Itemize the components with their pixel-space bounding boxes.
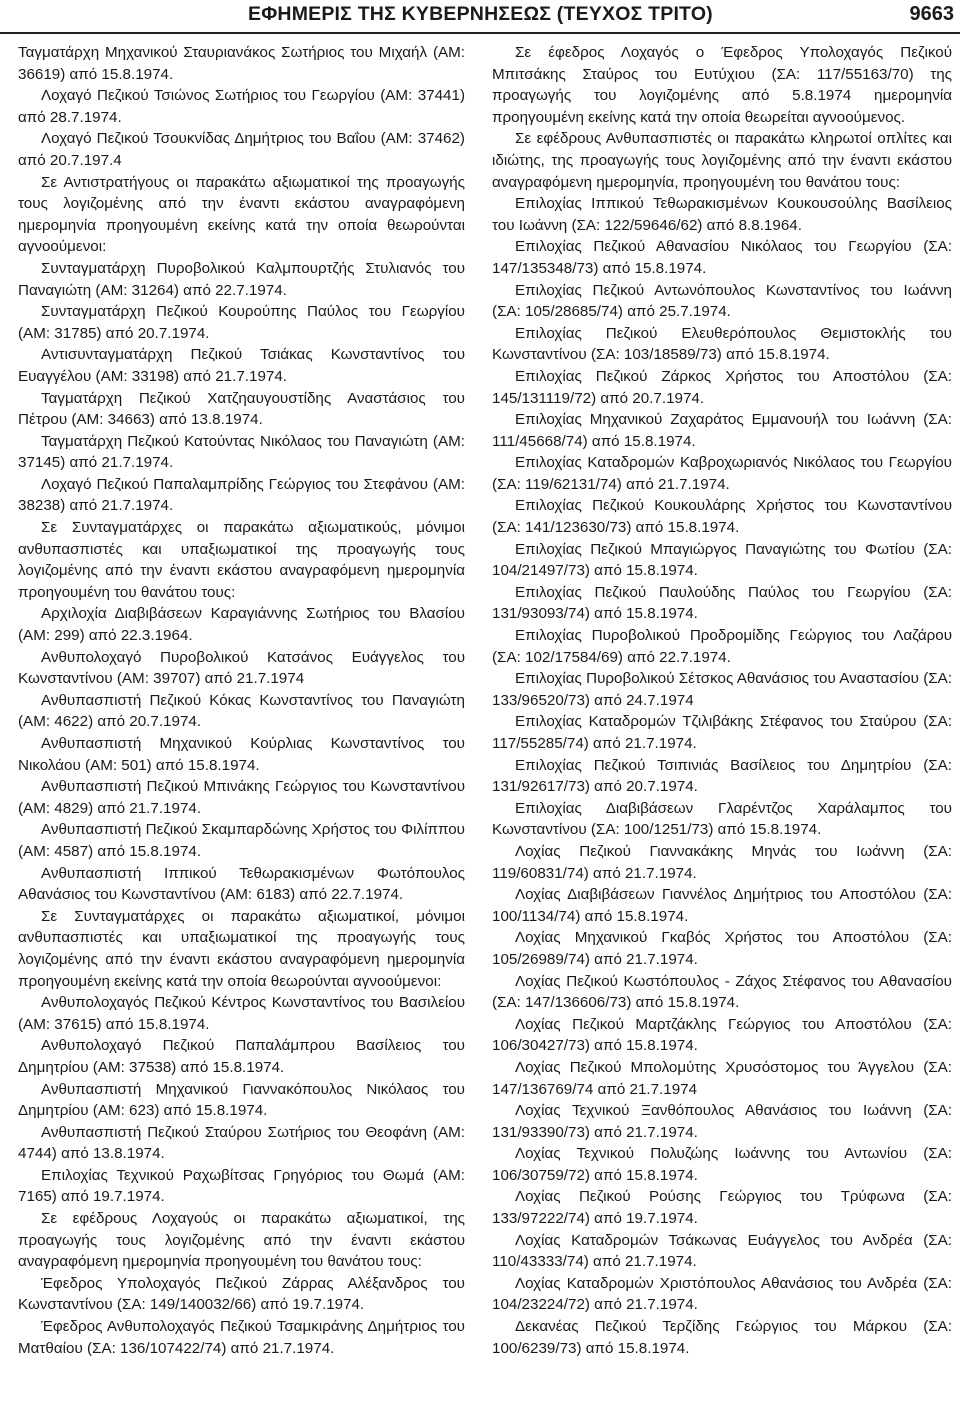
paragraph: Επιλοχίας Πυροβολικού Σέτσκος Αθανάσιος του Αναστασίου (ΣΑ: 133/96520/73) από 24.7.1974 bbox=[492, 670, 952, 709]
paragraph: Λοχίας Καταδρομών Τσάκωνας Ευάγγελος του Ανδρέα (ΣΑ: 110/43333/74) από 21.7.1974. bbox=[492, 1231, 952, 1271]
paragraph: Επιλοχίας Μηχανικού Ζαχαράτος Εμμανουήλ του Ιωάννη (ΣΑ: 111/45668/74) από 15.8.1974. bbox=[492, 411, 952, 450]
paragraph: Επιλοχίας Πεζικού Παυλούδης Παύλος του Γεωργίου (ΣΑ: 131/93093/74) από 15.8.1974. bbox=[492, 583, 952, 623]
paragraph: Συνταγματάρχη Πυροβολικού Καλμπουρτζής Στυλιανός του Παναγιώτη (ΑΜ: 31264) από 22.7.1974. bbox=[18, 259, 465, 299]
paragraph: Επιλοχίας Πεζικού Αντωνόπουλος Κωνσταντίνος του Ιωάννη (ΣΑ: 105/28685/74) από 25.7.1974. bbox=[492, 281, 952, 321]
page-number: 9663 bbox=[909, 3, 954, 25]
paragraph: Ανθυπασπιστή Μηχανικού Γιαννακόπουλος Νικόλαος του Δημητρίου (ΑΜ: 623) από 15.8.1974. bbox=[18, 1080, 465, 1120]
page-header bbox=[0, 0, 960, 34]
paragraph: Ανθυπασπιστή Πεζικού Σταύρου Σωτήριος του Θεοφάνη (ΑΜ: 4744) από 13.8.1974. bbox=[18, 1123, 465, 1163]
left-column bbox=[18, 42, 465, 1420]
paragraph: Έφεδρος Ανθυπολοχαγός Πεζικού Τσαμκιράνης Δημήτριος του Ματθαίου (ΣΑ: 136/107422/74) από 21.7.1974. bbox=[18, 1318, 465, 1357]
paragraph: Ταγματάρχη Πεζικού Κατούντας Νικόλαος του Παναγιώτη (ΑΜ: 37145) από 21.7.1974. bbox=[18, 432, 465, 472]
paragraph: Επιλοχίας Τεχνικού Ραχωβίτσας Γρηγόριος του Θωμά (ΑΜ: 7165) από 19.7.1974. bbox=[18, 1166, 465, 1206]
paragraph: Σε Συνταγματάρχες οι παρακάτω αξιωματικοί, μόνιμοι ανθυπασπιστές και υπαξιωματικοί της προαγωγής τους λογιζομένης από την έναντι εκάστου αναγραφόμενη ημερομηνία προηγουμένη εκείνης κατά την οποία θεωρούνται αγνοούμενοι: bbox=[18, 907, 465, 990]
paragraph: Επιλοχίας Πεζικού Ζάρκος Χρήστος του Αποστόλου (ΣΑ: 145/131119/72) από 20.7.1974. bbox=[492, 367, 952, 407]
paragraph: Λοχίας Τεχνικού Ξανθόπουλος Αθανάσιος του Ιωάννη (ΣΑ: 131/93390/73) από 21.7.1974. bbox=[492, 1102, 952, 1141]
paragraph: Λοχίας Πεζικού Γιαννακάκης Μηνάς του Ιωάννη (ΣΑ: 119/60831/74) από 21.7.1974. bbox=[492, 842, 952, 882]
paragraph: Λοχίας Διαβιβάσεων Γιαννέλος Δημήτριος του Αποστόλου (ΣΑ: 100/1134/74) από 15.8.1974. bbox=[492, 886, 952, 925]
paragraph: Ανθυπασπιστή Ιππικού Τεθωρακισμένων Φωτόπουλος Αθανάσιος του Κωνσταντίνου (ΑΜ: 6183) από 22.7.1974. bbox=[18, 864, 465, 904]
paragraph: Λοχίας Μηχανικού Γκαβός Χρήστος του Αποστόλου (ΣΑ: 105/26989/74) από 21.7.1974. bbox=[492, 929, 952, 968]
paragraph: Σε εφέδρους Ανθυπασπιστές οι παρακάτω κληρωτοί οπλίτες και ιδιώτης, της προαγωγής τους λογιζομένης από την έναντι εκάστου αναγραφόμενη ημερομηνία, προηγουμένη του θανάτου τους: bbox=[492, 130, 952, 191]
paragraph: Επιλοχίας Πεζικού Κουκουλάρης Χρήστος του Κωνσταντίνου (ΣΑ: 141/123630/73) από 15.8.1974. bbox=[492, 497, 952, 537]
paragraph: Ανθυπασπιστή Μηχανικού Κούρλιας Κωνσταντίνος του Νικολάου (ΑΜ: 501) από 15.8.1974. bbox=[18, 735, 465, 774]
paragraph: Λοχαγό Πεζικού Παπαλαμπρίδης Γεώργιος του Στεφάνου (ΑΜ: 38238) από 21.7.1974. bbox=[18, 475, 465, 515]
paragraph: Σε εφέδρους Λοχαγούς οι παρακάτω αξιωματικοί, της προαγωγής τους λογιζομένης από την έναντι εκάστου αναγραφόμενη ημερομηνία προηγουμένη του θανάτου τους: bbox=[18, 1210, 465, 1271]
paragraph: Επιλοχίας Καταδρομών Καβροχωριανός Νικόλαος του Γεωργίου (ΣΑ: 119/62131/74) από 21.7.1974. bbox=[492, 454, 952, 493]
paragraph: Ταγματάρχη Μηχανικού Σταυριανάκος Σωτήριος του Μιχαήλ (ΑΜ: 36619) από 15.8.1974. bbox=[18, 44, 465, 83]
paragraph: Ανθυπολοχαγό Πυροβολικού Κατσάνος Ευάγγελος του Κωνσταντίνου (ΑΜ: 39707) από 21.7.1974 bbox=[18, 648, 465, 688]
paragraph: Επιλοχίας Πυροβολικού Προδρομίδης Γεώργιος του Λαζάρου (ΣΑ: 102/17584/69) από 22.7.1974. bbox=[492, 627, 952, 666]
paragraph: Σε Αντιστρατήγους οι παρακάτω αξιωματικοί της προαγωγής τους λογιζομένης από την έναντι εκάστου αναγραφόμενη ημερομηνία προηγουμένη εκείνης κατά την οποία θεωρούνται αγνοούμενοι: bbox=[18, 173, 465, 256]
paragraph: Ανθυπασπιστή Πεζικού Κόκας Κωνσταντίνος του Παναγιώτη (ΑΜ: 4622) από 20.7.1974. bbox=[18, 691, 465, 731]
paragraph: Επιλοχίας Πεζικού Ελευθερόπουλος Θεμιστοκλής του Κωνσταντίνου (ΣΑ: 103/18589/73) από 15.8.1974. bbox=[492, 324, 952, 364]
paragraph: Λοχίας Πεζικού Μπολομύτης Χρυσόστομος του Άγγελου (ΣΑ: 147/136769/74 από 21.7.1974 bbox=[492, 1058, 952, 1098]
paragraph: Ανθυπολοχαγός Πεζικού Κέντρος Κωνσταντίνος του Βασιλείου (ΑΜ: 37615) από 15.8.1974. bbox=[18, 994, 465, 1033]
paragraph: Λοχίας Καταδρομών Χριστόπουλος Αθανάσιος του Ανδρέα (ΣΑ: 104/23224/72) από 21.7.1974. bbox=[492, 1274, 952, 1314]
paragraph: Επιλοχίας Ιππικού Τεθωρακισμένων Κουκουσούλης Βασίλειος του Ιωάννη (ΣΑ: 122/59646/62) από 8.8.1964. bbox=[492, 195, 952, 234]
paragraph: Σε Συνταγματάρχες οι παρακάτω αξιωματικούς, μόνιμοι ανθυπασπιστές και υπαξιωματικοί της προαγωγής τους λογιζομένης από την έναντι εκάστου αναγραφόμενη ημερομηνία προηγουμένη του θανάτου τους: bbox=[18, 519, 465, 601]
paragraph: Ανθυπολοχαγό Πεζικού Παπαλάμπρου Βασίλειος του Δημητρίου (ΑΜ: 37538) από 15.8.1974. bbox=[18, 1037, 465, 1076]
paragraph: Λοχίας Πεζικού Ρούσης Γεώργιος του Τρύφωνα (ΣΑ: 133/97222/74) από 19.7.1974. bbox=[492, 1188, 952, 1228]
paragraph: Επιλοχίας Πεζικού Μπαγιώργος Παναγιώτης του Φωτίου (ΣΑ: 104/21497/73) από 15.8.1974. bbox=[492, 540, 952, 580]
right-column bbox=[492, 42, 952, 1420]
paragraph: Ανθυπασπιστή Πεζικού Μπινάκης Γεώργιος του Κωνσταντίνου (ΑΜ: 4829) από 21.7.1974. bbox=[18, 778, 465, 817]
paragraph: Λοχίας Τεχνικού Πολυζώης Ιωάννης του Αντωνίου (ΣΑ: 106/30759/72) από 15.8.1974. bbox=[492, 1145, 952, 1184]
paragraph: Ταγματάρχη Πεζικού Χατζηαυγουστίδης Αναστάσιος του Πέτρου (ΑΜ: 34663) από 13.8.1974. bbox=[18, 389, 465, 429]
paragraph: Δεκανέας Πεζικού Τερζίδης Γεώργιος του Μάρκου (ΣΑ: 100/6239/73) από 15.8.1974. bbox=[492, 1318, 952, 1357]
paragraph: Λοχίας Πεζικού Κωστόπουλος - Ζάχος Στέφανος του Αθανασίου (ΣΑ: 147/136606/73) από 15.8.1974. bbox=[492, 972, 952, 1012]
paragraph: Αρχιλοχία Διαβιβάσεων Καραγιάννης Σωτήριος του Βλασίου (ΑΜ: 299) από 22.3.1964. bbox=[18, 605, 465, 645]
paragraph: Επιλοχίας Πεζικού Τσιπινιάς Βασίλειος του Δημητρίου (ΣΑ: 131/92617/73) από 20.7.1974. bbox=[492, 756, 952, 796]
paragraph: Επιλοχίας Πεζικού Αθανασίου Νικόλαος του Γεωργίου (ΣΑ: 147/135348/73) από 15.8.1974. bbox=[492, 238, 952, 277]
paragraph: Έφεδρος Υπολοχαγός Πεζικού Ζάρρας Αλέξανδρος του Κωνσταντίνου (ΣΑ: 149/140032/66) από 19.7.1974. bbox=[18, 1274, 465, 1314]
gazette-title: ΕΦΗΜΕΡΙΣ ΤΗΣ ΚΥΒΕΡΝΗΣΕΩΣ (ΤΕΥΧΟΣ ΤΡΙΤΟ) bbox=[248, 3, 713, 25]
paragraph: Επιλοχίας Καταδρομών Τζιλιβάκης Στέφανος του Σταύρου (ΣΑ: 117/55285/74) από 21.7.1974. bbox=[492, 713, 952, 752]
paragraph: Συνταγματάρχη Πεζικού Κουρούπης Παύλος του Γεωργίου (ΑΜ: 31785) από 20.7.1974. bbox=[18, 303, 465, 342]
paragraph: Επιλοχίας Διαβιβάσεων Γλαρέντζος Χαράλαμπος του Κωνσταντίνου (ΣΑ: 100/1251/73) από 15.8.1974. bbox=[492, 799, 952, 839]
paragraph: Σε έφεδρος Λοχαγός ο Έφεδρος Υπολοχαγός Πεζικού Μπιτσάκης Σταύρος του Ευτύχιου (ΣΑ: 117/55163/70) της προαγωγής του λογιζομένης από 5.8.1974 ημερομηνία προηγουμένη εκείνης κατά την οποία θεωρείται αγνοούμενος. bbox=[492, 44, 952, 126]
paragraph: Λοχίας Πεζικού Μαρτζάκλης Γεώργιος του Αποστόλου (ΣΑ: 106/30427/73) από 15.8.1974. bbox=[492, 1015, 952, 1055]
paragraph: Ανθυπασπιστή Πεζικού Σκαμπαρδώνης Χρήστος του Φιλίππου (ΑΜ: 4587) από 15.8.1974. bbox=[18, 821, 465, 860]
paragraph: Αντισυνταγματάρχη Πεζικού Τσιάκας Κωνσταντίνος του Ευαγγέλου (ΑΜ: 33198) από 21.7.1974. bbox=[18, 346, 465, 385]
paragraph: Λοχαγό Πεζικού Τσουκνίδας Δημήτριος του Βαΐου (ΑΜ: 37462) από 20.7.197.4 bbox=[18, 130, 465, 169]
paragraph: Λοχαγό Πεζικού Τσιώνος Σωτήριος του Γεωργίου (ΑΜ: 37441) από 28.7.1974. bbox=[18, 87, 465, 126]
